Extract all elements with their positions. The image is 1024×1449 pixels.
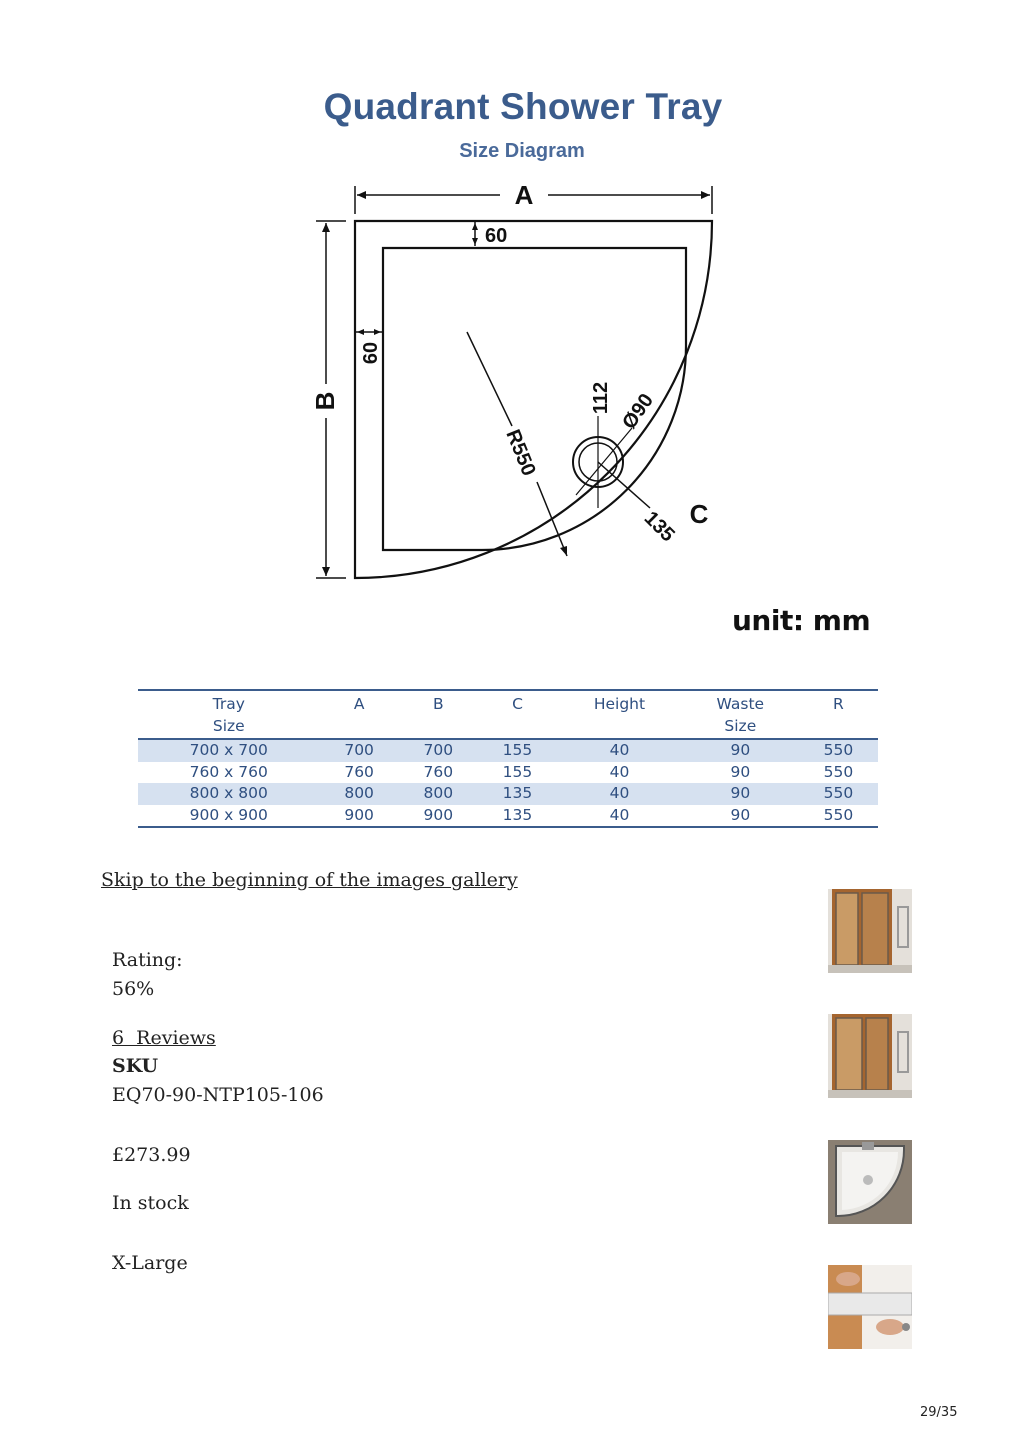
table-cell: 135 [478, 783, 557, 805]
table-cell: 550 [823, 762, 854, 781]
shower-tray-diagram [0, 0, 1024, 680]
table-header-text: C [512, 695, 523, 713]
table-header-text: Height [593, 695, 646, 713]
shower-enclosure-thumbnail[interactable] [828, 1014, 912, 1098]
table-cell: 760 [423, 762, 454, 781]
reviews-link[interactable]: 6 Reviews [112, 1027, 216, 1049]
table-cell: 800 x 800 [138, 783, 320, 805]
table-cell: 90 [730, 762, 751, 781]
table-header-text: Waste [716, 695, 765, 713]
dimension-60-top-label: 60 [485, 225, 508, 247]
table-cell: 40 [557, 783, 682, 805]
dimension-a-label: A [514, 180, 534, 210]
size-table [138, 689, 878, 828]
table-cell: 700 [399, 739, 478, 762]
dimension-112-label: 112 [590, 381, 612, 415]
table-cell: 760 x 760 [189, 762, 268, 781]
dimension-c-label: C [689, 499, 709, 529]
table-header-cell [320, 690, 399, 739]
table-header-cell [138, 690, 320, 739]
table-header-text: A [353, 695, 365, 713]
table-header-cell [557, 690, 682, 739]
page-number: 29/35 [920, 1405, 958, 1420]
table-header-cell [799, 690, 878, 739]
table-header-cell [478, 690, 557, 739]
table-cell: 800 [320, 783, 399, 805]
table-header-text: Size [212, 717, 245, 735]
table-cell: 90 [682, 783, 799, 805]
rating-value: 56% [112, 978, 155, 1000]
table-header-text: Size [724, 717, 757, 735]
table-cell: 900 [344, 805, 374, 824]
dimension-135-label: 135 [639, 507, 679, 547]
dimension-60-side-label: 60 [360, 341, 382, 365]
size-option: X-Large [112, 1252, 188, 1274]
table-cell: 40 [609, 762, 630, 781]
sku-label: SKU [112, 1055, 159, 1077]
table-header-row [138, 690, 878, 739]
table-row [138, 783, 878, 805]
radius-label: R550 [501, 426, 540, 480]
table-row [138, 805, 878, 828]
table-cell: 550 [823, 805, 854, 824]
table-header-text: R [833, 695, 844, 713]
price: £273.99 [112, 1144, 191, 1166]
shower-tray-top-view-thumbnail[interactable] [828, 1140, 912, 1224]
unit-label: unit: mm [732, 604, 871, 637]
table-cell: 135 [502, 805, 533, 824]
dimension-b-label: B [310, 391, 340, 411]
table-row [138, 762, 878, 784]
diagram-subtitle: Size Diagram [459, 140, 585, 162]
table-cell: 550 [799, 739, 878, 762]
table-cell: 900 [423, 805, 454, 824]
sku-value: EQ70-90-NTP105-106 [112, 1084, 324, 1106]
table-cell: 40 [609, 805, 630, 824]
table-row [138, 739, 878, 762]
table-cell: 700 x 700 [138, 739, 320, 762]
table-header-cell [682, 690, 799, 739]
waste-diameter-label: Ø90 [618, 389, 658, 434]
shower-enclosure-thumbnail[interactable] [828, 889, 912, 973]
skip-gallery-link[interactable]: Skip to the beginning of the images gallery [101, 869, 518, 891]
stock-status: In stock [112, 1192, 189, 1214]
table-cell: 550 [799, 783, 878, 805]
diagram-title: Quadrant Shower Tray [323, 86, 723, 127]
table-cell: 90 [682, 739, 799, 762]
table-cell: 800 [399, 783, 478, 805]
table-cell: 760 [344, 762, 374, 781]
table-cell: 700 [320, 739, 399, 762]
table-cell: 155 [478, 739, 557, 762]
table-header-text: Tray [212, 695, 245, 713]
table-cell: 900 x 900 [189, 805, 268, 824]
door-handle-thumbnail[interactable] [828, 1265, 912, 1349]
rating-label: Rating: [112, 949, 183, 971]
table-cell: 40 [557, 739, 682, 762]
table-header-cell [399, 690, 478, 739]
table-cell: 155 [502, 762, 533, 781]
table-header-text: B [432, 695, 444, 713]
table-cell: 90 [730, 805, 751, 824]
